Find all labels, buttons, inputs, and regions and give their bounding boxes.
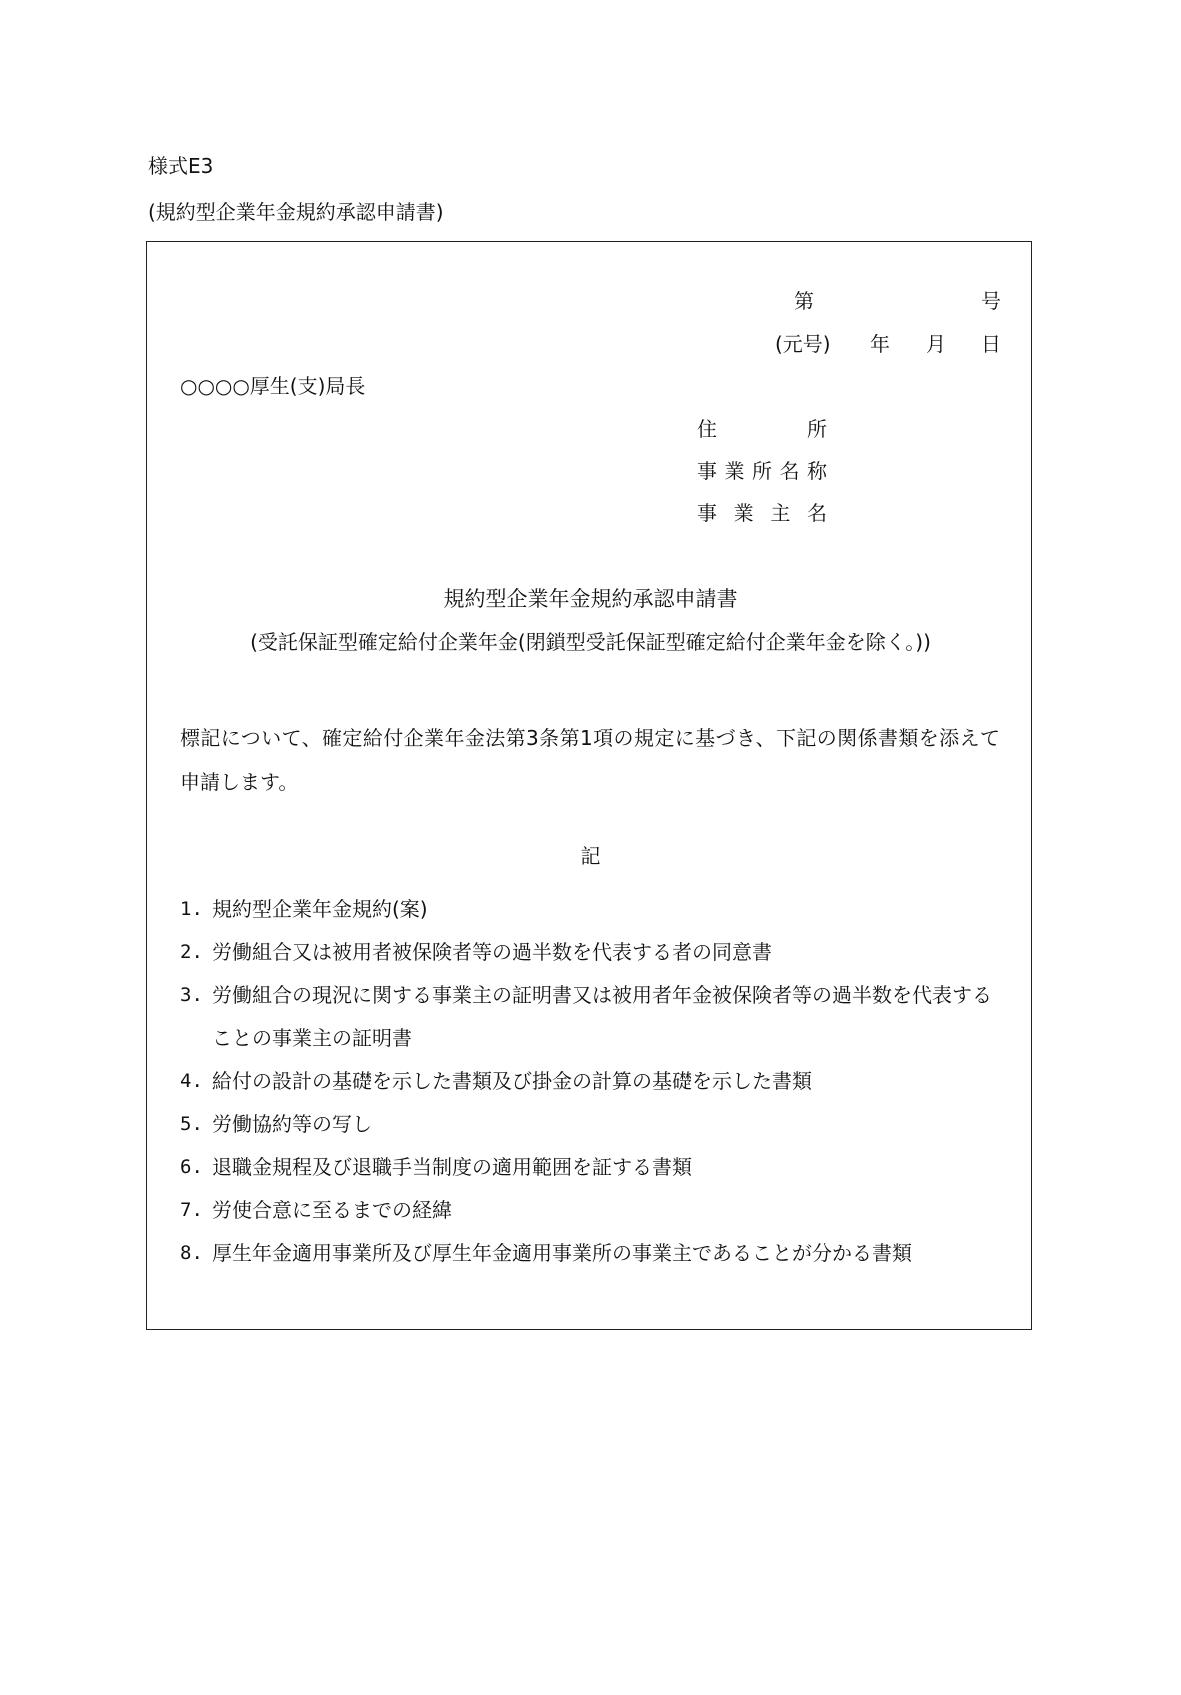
date-day: 日 — [981, 332, 1001, 356]
document-number-prefix: 第 — [794, 289, 814, 313]
item-number: 2. — [180, 941, 203, 963]
item-number: 3. — [180, 984, 203, 1006]
list-item — [180, 1103, 1006, 1146]
date-month: 月 — [926, 332, 946, 356]
item-number: 6. — [180, 1156, 203, 1178]
date-year: 年 — [870, 332, 890, 356]
item-text: 退職金規程及び退職手当制度の適用範囲を証する書類 — [212, 1155, 692, 1179]
form-number: 様式E3 — [148, 154, 214, 178]
list-item — [180, 1189, 1006, 1232]
document-subtitle: (受託保証型確定給付企業年金(閉鎖型受託保証型確定給付企業年金を除く。)) — [250, 630, 931, 654]
list-item — [180, 1232, 1006, 1275]
document-title: 規約型企業年金規約承認申請書 — [443, 587, 738, 611]
item-number: 8. — [180, 1242, 203, 1264]
item-text: 労働組合又は被用者被保険者等の過半数を代表する者の同意書 — [212, 940, 772, 964]
item-number: 5. — [180, 1113, 203, 1135]
form-caption: (規約型企業年金規約承認申請書) — [148, 200, 444, 224]
item-number: 4. — [180, 1070, 203, 1092]
addressee: ○○○○厚生(支)局長 — [180, 374, 366, 398]
date-era: (元号) — [775, 332, 831, 356]
address-label: 住所 — [697, 417, 827, 441]
list-item — [180, 931, 1006, 974]
item-text: 給付の設計の基礎を示した書類及び掛金の計算の基礎を示した書類 — [212, 1069, 812, 1093]
item-text: 規約型企業年金規約(案) — [212, 897, 428, 921]
attachment-list — [180, 888, 1006, 1275]
item-text: 労働協約等の写し — [212, 1112, 372, 1136]
item-number: 1. — [180, 898, 203, 920]
body-text: 標記について、確定給付企業年金法第3条第1項の規定に基づき、下記の関係書類を添えて申請します。 — [180, 726, 1000, 794]
document-number-suffix: 号 — [981, 289, 1001, 313]
office-name-label: 事業所名称 — [697, 459, 827, 483]
list-item — [180, 1060, 1006, 1103]
owner-name-label: 事業主名 — [697, 501, 827, 525]
list-item — [180, 974, 1006, 1060]
list-item — [180, 888, 1006, 931]
item-number: 7. — [180, 1199, 203, 1221]
list-item — [180, 1146, 1006, 1189]
item-text: 労働組合の現況に関する事業主の証明書又は被用者年金被保険者等の過半数を代表することの事業主の証明書 — [212, 983, 992, 1050]
item-text: 厚生年金適用事業所及び厚生年金適用事業所の事業主であることが分かる書類 — [212, 1241, 912, 1265]
item-text: 労使合意に至るまでの経緯 — [212, 1198, 452, 1222]
ki-heading: 記 — [580, 844, 601, 868]
